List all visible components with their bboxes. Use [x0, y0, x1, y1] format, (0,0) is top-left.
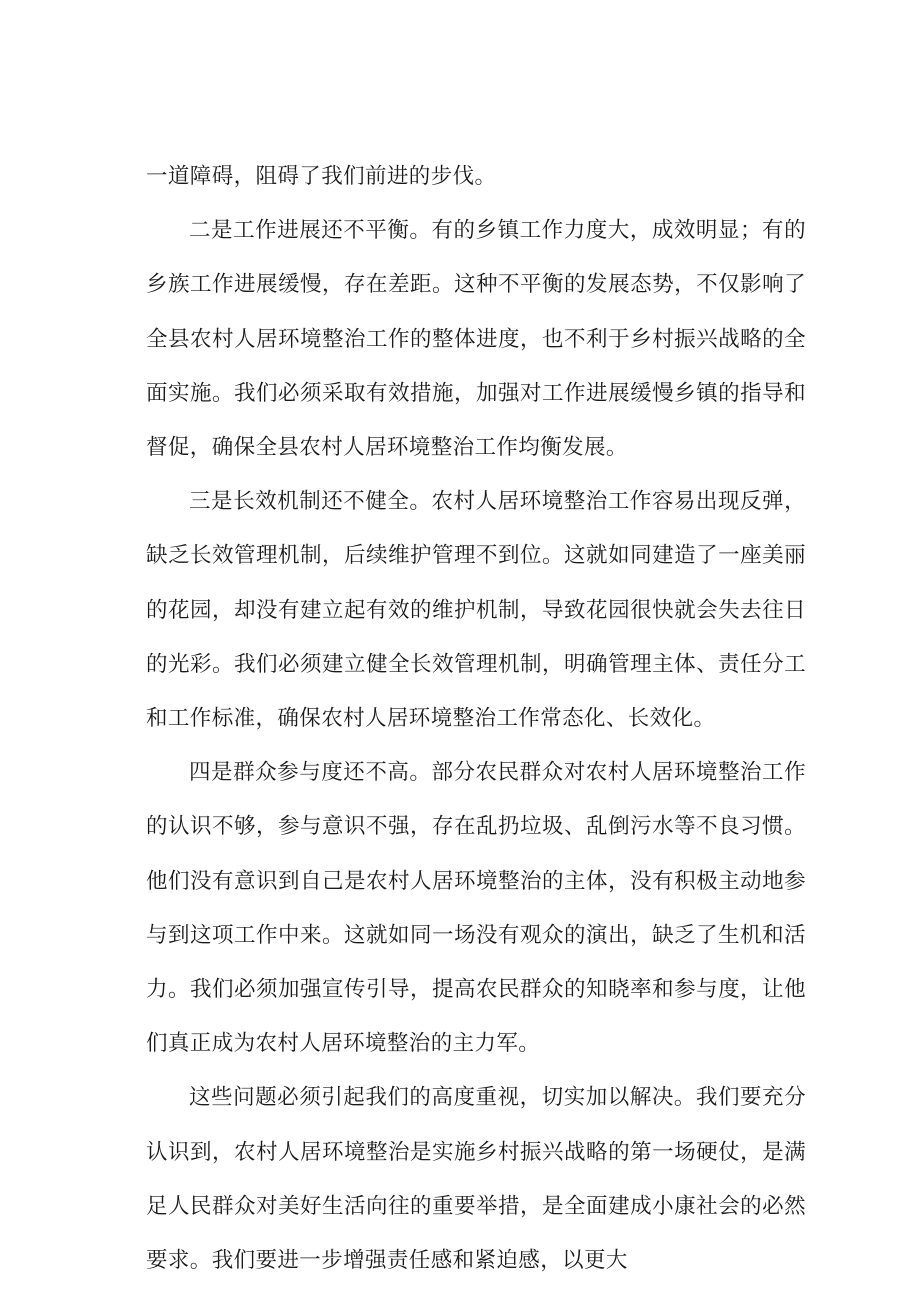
paragraph-3: 三是长效机制还不健全。农村人居环境整治工作容易出现反弹，缺乏长效管理机制，后续维护管理不到位。这就如同建造了一座美丽的花园，却没有建立起有效的维护机制，导致花园很快就会失去往日的光彩。我们必须建立健全长效管理机制，明确管理主体、责任分工和工作标准，确保农村人居环境整治工作常态化、长效化。	[146, 489, 806, 732]
document-body	[146, 150, 806, 1288]
paragraph-2: 二是工作进展还不平衡。有的乡镇工作力度大，成效明显；有的乡族工作进展缓慢，存在差距。这种不平衡的发展态势，不仅影响了全县农村人居环境整治工作的整体进度，也不利于乡村振兴战略的全面实施。我们必须采取有效措施，加强对工作进展缓慢乡镇的指导和督促，确保全县农村人居环境整治工作均衡发展。	[146, 218, 806, 461]
paragraph-1: 一道障碍，阻碍了我们前进的步伐。	[146, 164, 497, 189]
paragraph-5: 这些问题必须引起我们的高度重视，切实加以解决。我们要充分认识到，农村人居环境整治是实施乡村振兴战略的第一场硬仗，是满足人民群众对美好生活向往的重要举措，是全面建成小康社会的必然要求。我们要进一步增强责任感和紧迫感，以更大	[146, 1085, 806, 1274]
paragraph-4: 四是群众参与度还不高。部分农民群众对农村人居环境整治工作的认识不够，参与意识不强，存在乱扔垃圾、乱倒污水等不良习惯。他们没有意识到自己是农村人居环境整治的主体，没有积极主动地参与到这项工作中来。这就如同一场没有观众的演出，缺乏了生机和活力。我们必须加强宣传引导，提高农民群众的知晓率和参与度，让他们真正成为农村人居环境整治的主力军。	[146, 760, 806, 1057]
